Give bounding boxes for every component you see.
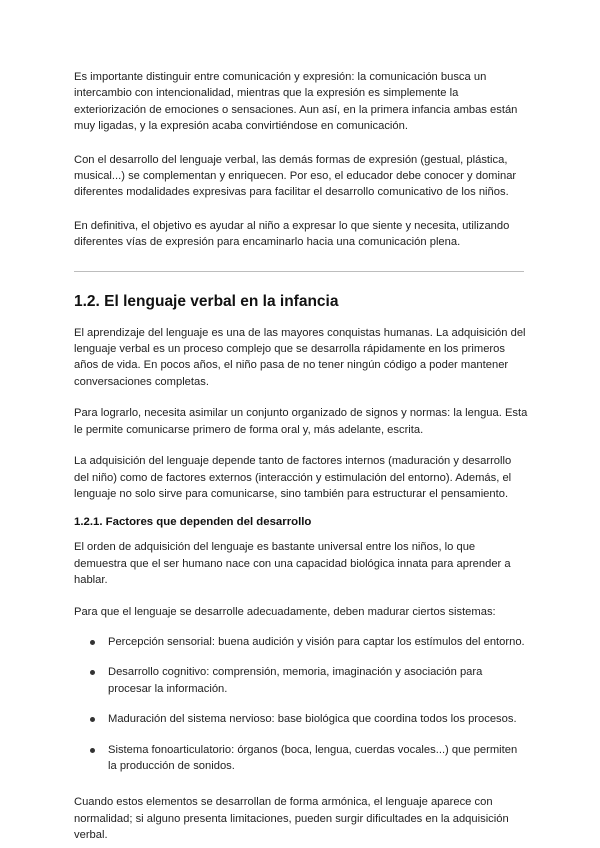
list-item xyxy=(74,634,528,650)
list-item-text: Percepción sensorial: buena audición y visión para captar los estímulos del entorno. xyxy=(108,635,525,648)
bullet-icon xyxy=(90,748,95,753)
intro-paragraph-1: Es importante distinguir entre comunicación y expresión: la comunicación busca un intercambio con intencionalidad, mientras que la expresión es simplemente la exteriorización de emociones o sensaciones. Aun así, en la primera infancia ambas están muy ligadas, y la expresión acaba convirtiéndose en comunicación. xyxy=(74,71,518,133)
list-item-text: Desarrollo cognitivo: comprensión, memoria, imaginación y asociación para procesar la información. xyxy=(108,666,483,695)
factors-list xyxy=(74,634,528,774)
document-body xyxy=(74,69,528,844)
list-item xyxy=(74,664,528,697)
section-divider xyxy=(74,271,524,272)
list-item-text: Maduración del sistema nervioso: base biológica que coordina todos los procesos. xyxy=(108,713,517,726)
subsection-paragraph-1: El orden de adquisición del lenguaje es bastante universal entre los niños, lo que demuestra que el ser humano nace con una capacidad biológica innata para aprender a hablar. xyxy=(74,541,511,587)
list-item xyxy=(74,711,528,727)
subsection-paragraph-2: Para que el lenguaje se desarrolle adecuadamente, deben madurar ciertos sistemas: xyxy=(74,605,496,618)
section-paragraph-1: El aprendizaje del lenguaje es una de las mayores conquistas humanas. La adquisición del lenguaje verbal es un proceso complejo que se desarrolla rápidamente en los primeros años de vida. En pocos años, el niño pasa de no tener ningún código a poder mantener conversaciones completas. xyxy=(74,326,526,388)
bullet-icon xyxy=(90,640,95,645)
section-heading: 1.2. El lenguaje verbal en la infancia xyxy=(74,292,339,310)
bullet-icon xyxy=(90,717,95,722)
closing-paragraph: Cuando estos elementos se desarrollan de forma armónica, el lenguaje aparece con normalidad; si alguno presenta limitaciones, pueden surgir dificultades en la adquisición verbal. xyxy=(74,796,509,842)
bullet-icon xyxy=(90,670,95,675)
subsection-heading: 1.2.1. Factores que dependen del desarrollo xyxy=(74,516,312,529)
list-item-text: Sistema fonoarticulatorio: órganos (boca, lengua, cuerdas vocales...) que permiten la producción de sonidos. xyxy=(108,743,518,772)
list-item xyxy=(74,742,528,775)
intro-paragraph-2: Con el desarrollo del lenguaje verbal, las demás formas de expresión (gestual, plástica, musical...) se complementan y enriquecen. Por eso, el educador debe conocer y dominar diferentes modalidades expresivas para facilitar el desarrollo comunicativo de los niños. xyxy=(74,153,517,199)
intro-paragraph-3: En definitiva, el objetivo es ayudar al niño a expresar lo que siente y necesita, utilizando diferentes vías de expresión para encaminarlo hacia una comunicación plena. xyxy=(74,219,510,249)
section-paragraph-2: Para lograrlo, necesita asimilar un conjunto organizado de signos y normas: la lengua. Esta le permite comunicarse primero de forma oral y, más adelante, escrita. xyxy=(74,407,528,436)
section-paragraph-3: La adquisición del lenguaje depende tanto de factores internos (maduración y desarrollo del niño) como de factores externos (interacción y estimulación del entorno). Además, el lenguaje no solo sirve para comunicarse, sino también para estructurar el pensamiento. xyxy=(74,455,512,500)
